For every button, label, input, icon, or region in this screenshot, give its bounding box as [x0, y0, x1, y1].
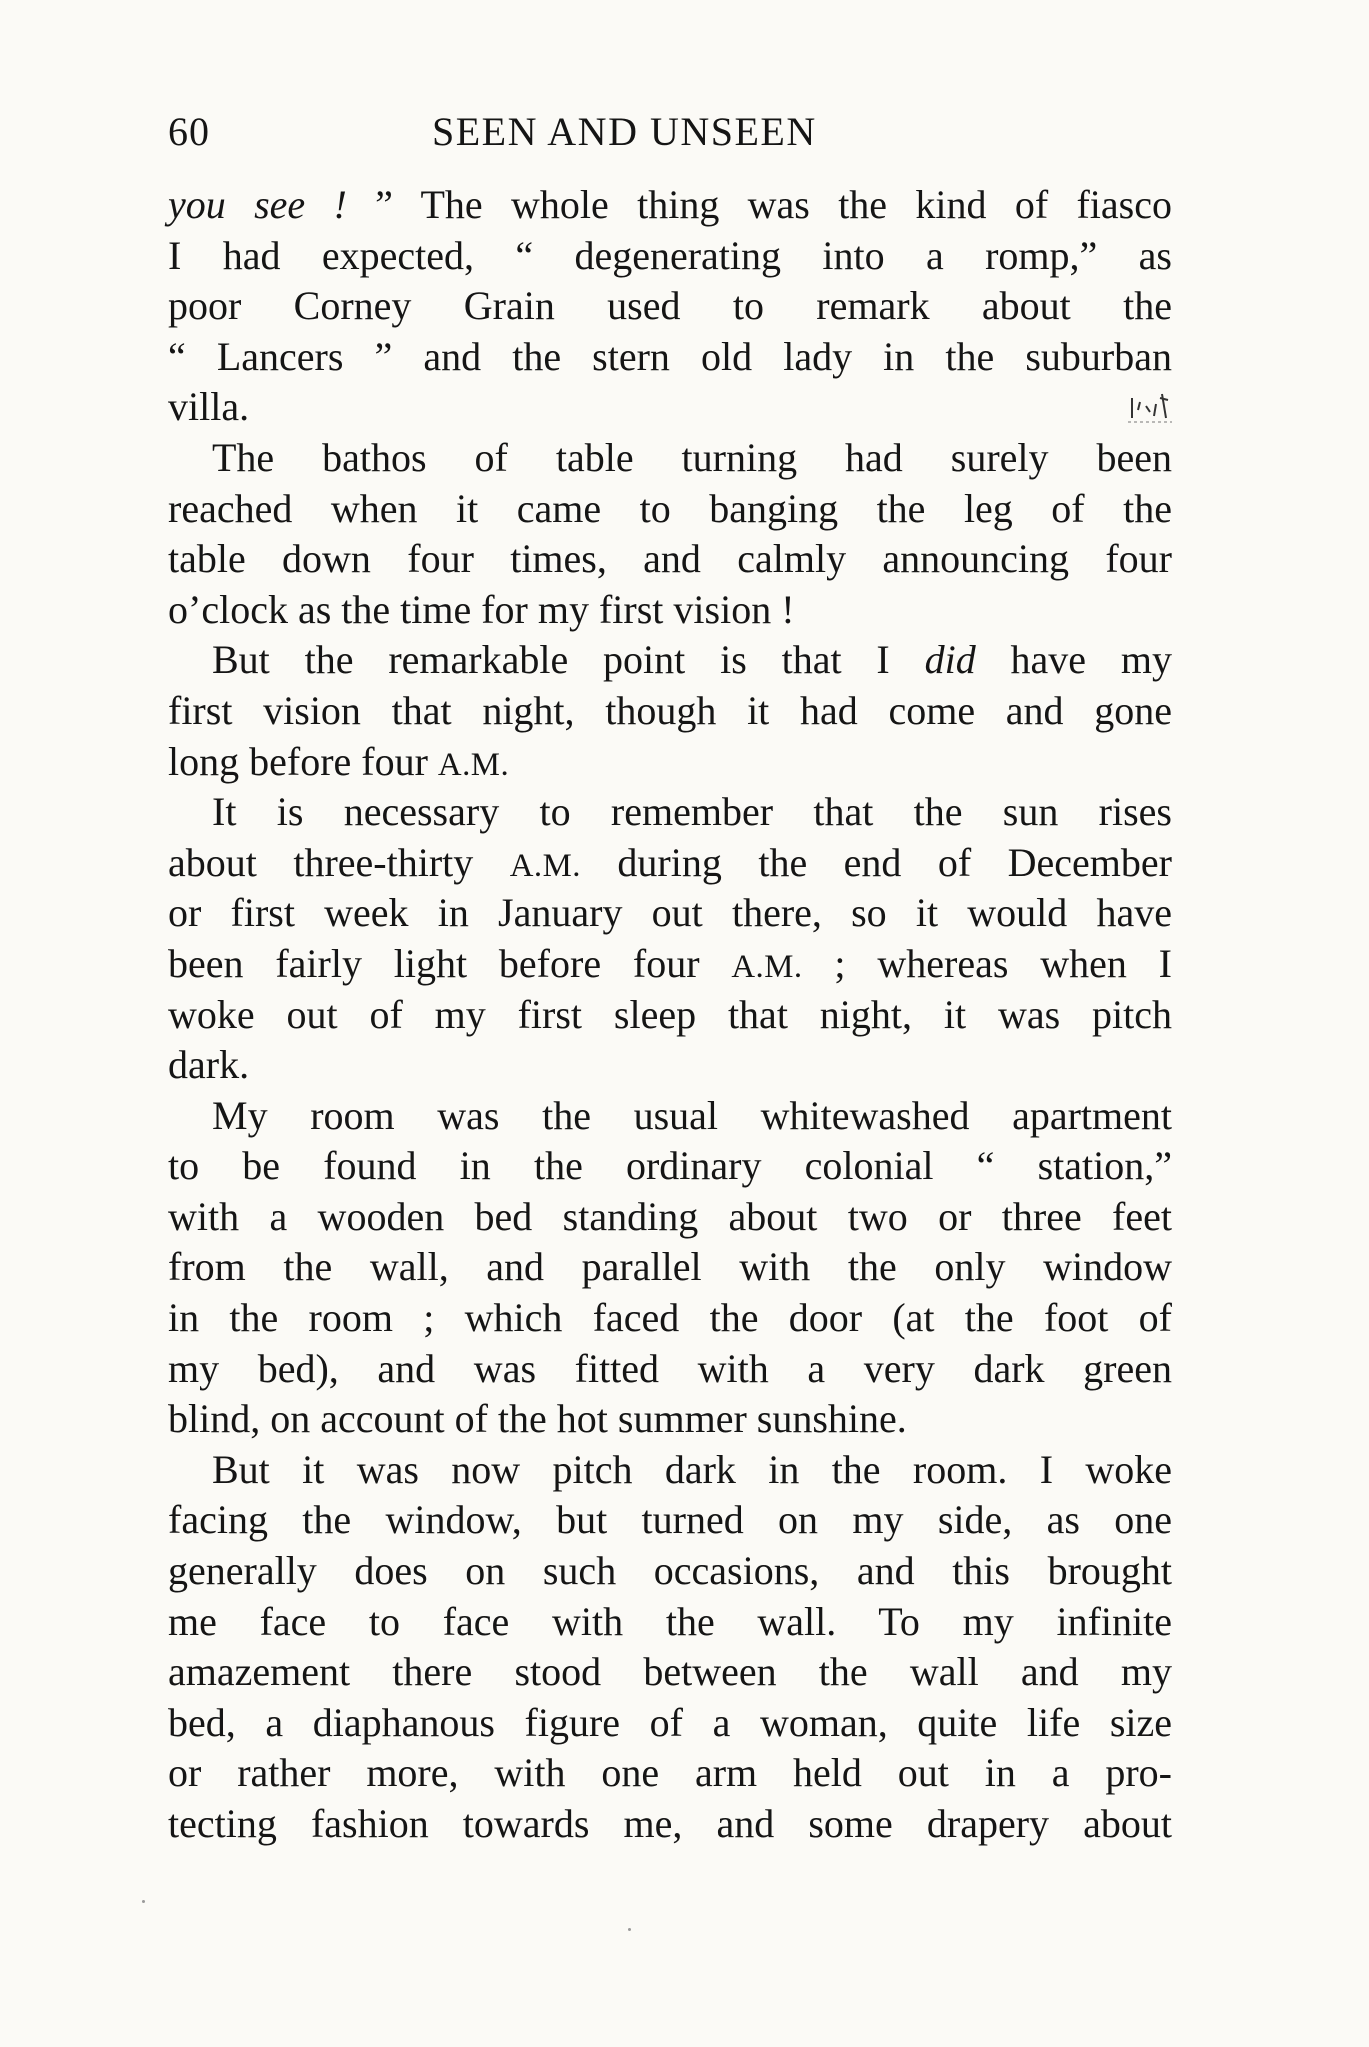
paper-speck [142, 1900, 145, 1903]
text-line: reached when it came to banging the leg of the [168, 485, 1172, 531]
text-line: first vision that night, though it had come and gone [168, 687, 1172, 733]
text-line: my bed), and was fitted with a very dark green [168, 1345, 1172, 1391]
text-line: about three-thirty A.M. during the end of December [168, 839, 1172, 885]
text-line: bed, a diaphanous figure of a woman, quite life size [168, 1699, 1172, 1745]
text-line: But the remarkable point is that I did have my [212, 637, 1173, 683]
text-line: generally does on such occasions, and this brought [168, 1548, 1172, 1594]
text-line: to be found in the ordinary colonial “ station,” [168, 1143, 1172, 1189]
text-line: long before four A.M. [168, 738, 510, 784]
text-line: poor Corney Grain used to remark about the [168, 283, 1172, 329]
text-line: or first week in January out there, so it would have [168, 890, 1172, 936]
text-line: blind, on account of the hot summer sunshine. [168, 1396, 907, 1442]
paper-speck [628, 1928, 631, 1931]
text-line: It is necessary to remember that the sun rises [212, 789, 1172, 835]
text-line: I had expected, “ degenerating into a romp,” as [168, 232, 1172, 278]
running-title: SEEN AND UNSEEN [432, 109, 817, 154]
text-line: with a wooden bed standing about two or three feet [168, 1193, 1172, 1239]
text-line: But it was now pitch dark in the room. I woke [212, 1446, 1172, 1492]
text-line: “ Lancers ” and the stern old lady in the suburban [168, 333, 1172, 379]
text-line: from the wall, and parallel with the only window [168, 1244, 1172, 1290]
text-line: table down four times, and calmly announcing four [168, 536, 1172, 582]
text-line: or rather more, with one arm held out in a pro- [168, 1750, 1172, 1796]
text-line: tecting fashion towards me, and some drapery about [168, 1801, 1172, 1846]
ink-smudge [1126, 388, 1174, 428]
text-line: o’clock as the time for my first vision ! [168, 586, 795, 632]
text-line: woke out of my first sleep that night, it was pitch [168, 991, 1172, 1037]
text-line: dark. [168, 1042, 250, 1088]
text-line: you see ! ” The whole thing was the kind of fiasco [168, 182, 1172, 227]
text-line: My room was the usual whitewashed apartment [212, 1092, 1172, 1138]
text-line: been fairly light before four A.M. ; whereas when I [168, 940, 1172, 986]
page-number: 60 [168, 109, 210, 154]
text-line: me face to face with the wall. To my infinite [168, 1598, 1172, 1644]
text-line: The bathos of table turning had surely been [212, 434, 1172, 480]
body-text [168, 180, 1172, 1850]
text-line: amazement there stood between the wall and my [168, 1649, 1172, 1695]
text-line: villa. [168, 384, 250, 430]
page-header [168, 100, 1170, 164]
text-line: facing the window, but turned on my side, as one [168, 1497, 1172, 1543]
text-line: in the room ; which faced the door (at the foot of [168, 1295, 1172, 1341]
